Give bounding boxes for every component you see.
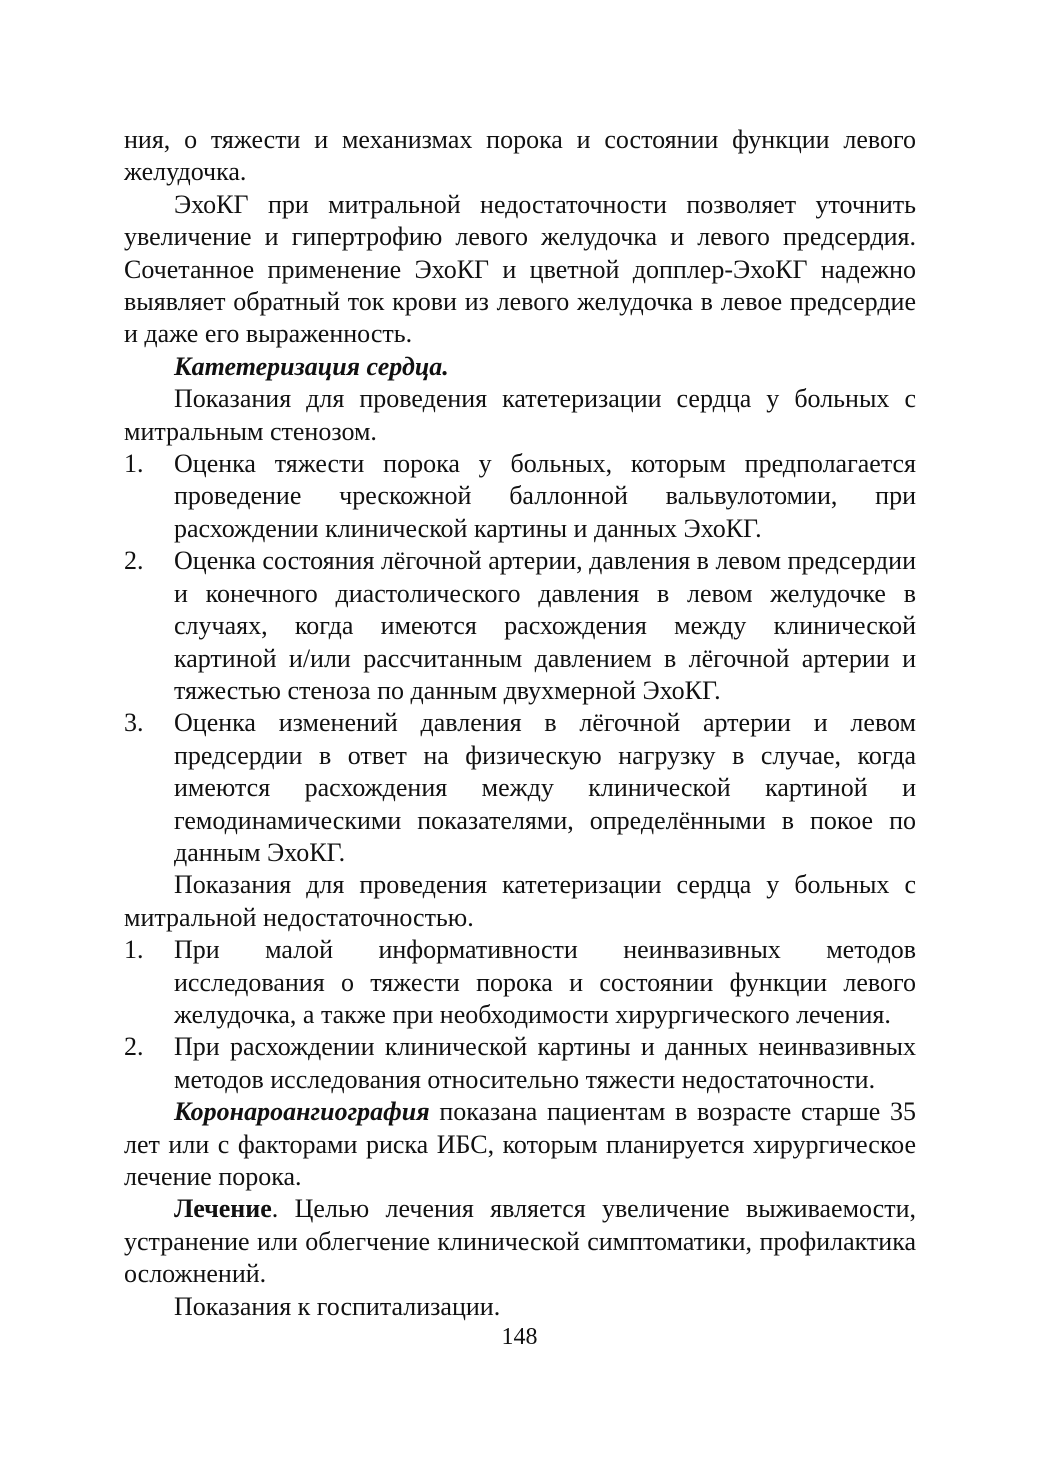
- list-text: При малой информативности неинвазивных методов исследования о тяжести порока и состоянии функции левого желудочка, а также при необходимости хирургического лечения.: [174, 935, 916, 1029]
- paragraph-echocg: ЭхоКГ при митральной недостаточности позволяет уточнить увеличение и гипертрофию левого желудочка и левого предсердия. Сочетанное применение ЭхоКГ и цветной допплер-ЭхоКГ надежно выявляет обратный ток крови из левого желудочка в левое предсердие и даже его выраженность.: [124, 189, 916, 349]
- list-text: Оценка изменений давления в лёгочной артерии и левом предсердии в ответ на физическую нагрузку в случае, когда имеются расхождения между клинической картиной и гемодинамическими показателями, определёнными в покое по данным ЭхоКГ.: [174, 708, 916, 867]
- list-number: 1.: [124, 935, 144, 965]
- list-number: 2.: [124, 546, 144, 576]
- paragraph-treatment: [124, 1193, 916, 1290]
- paragraph-stenosis-indications: Показания для проведения катетеризации сердца у больных с митральным стенозом.: [124, 384, 916, 446]
- list-number: 2.: [124, 1032, 144, 1062]
- list-stenosis-indications: [124, 448, 916, 869]
- list-item: [124, 934, 916, 1031]
- term-coronary-angiography: Коронароангиография: [174, 1097, 430, 1127]
- list-item: [124, 545, 916, 707]
- page-number: 148: [501, 1324, 538, 1350]
- list-text: При расхождении клинической картины и данных неинвазивных методов исследования относительно тяжести недостаточности.: [174, 1032, 916, 1094]
- list-text: Оценка состояния лёгочной артерии, давления в левом предсердии и конечного диастолического давления в левом желудочке в случаях, когда имеются расхождения между клинической картиной и/или рассчитанным давлением в лёгочной артерии и тяжестью стеноза по данным двухмерной ЭхоКГ.: [174, 546, 916, 705]
- paragraph-coronary-angiography: [124, 1096, 916, 1193]
- list-item: [124, 1031, 916, 1096]
- heading-catheterization: Катетеризация сердца.: [174, 351, 449, 381]
- list-number: 1.: [124, 449, 144, 479]
- list-insufficiency-indications: [124, 934, 916, 1096]
- list-number: 3.: [124, 708, 144, 738]
- paragraph-treatment-text: . Целью лечения является увеличение выживаемости, устранение или облегчение клинической симптоматики, профилактика осложнений.: [124, 1194, 916, 1289]
- paragraph-hospitalization: Показания к госпитализации.: [174, 1291, 501, 1321]
- paragraph-insufficiency-indications: Показания для проведения катетеризации сердца у больных с митральной недостаточностью.: [124, 870, 916, 932]
- list-item: [124, 448, 916, 545]
- paragraph-coronary-angiography-text: показана пациентам в возрасте старше 35 лет или с факторами риска ИБС, которым планируется хирургическое лечение порока.: [124, 1097, 916, 1191]
- list-text: Оценка тяжести порока у больных, которым предполагается проведение чрескожной баллонной вальвулотомии, при расхождении клинической картины и данных ЭхоКГ.: [174, 449, 916, 543]
- term-treatment: Лечение: [174, 1194, 272, 1224]
- paragraph-continuation: ния, о тяжести и механизмах порока и состоянии функции левого желудочка.: [124, 125, 916, 187]
- list-item: [124, 707, 916, 869]
- page-body: [124, 124, 916, 1323]
